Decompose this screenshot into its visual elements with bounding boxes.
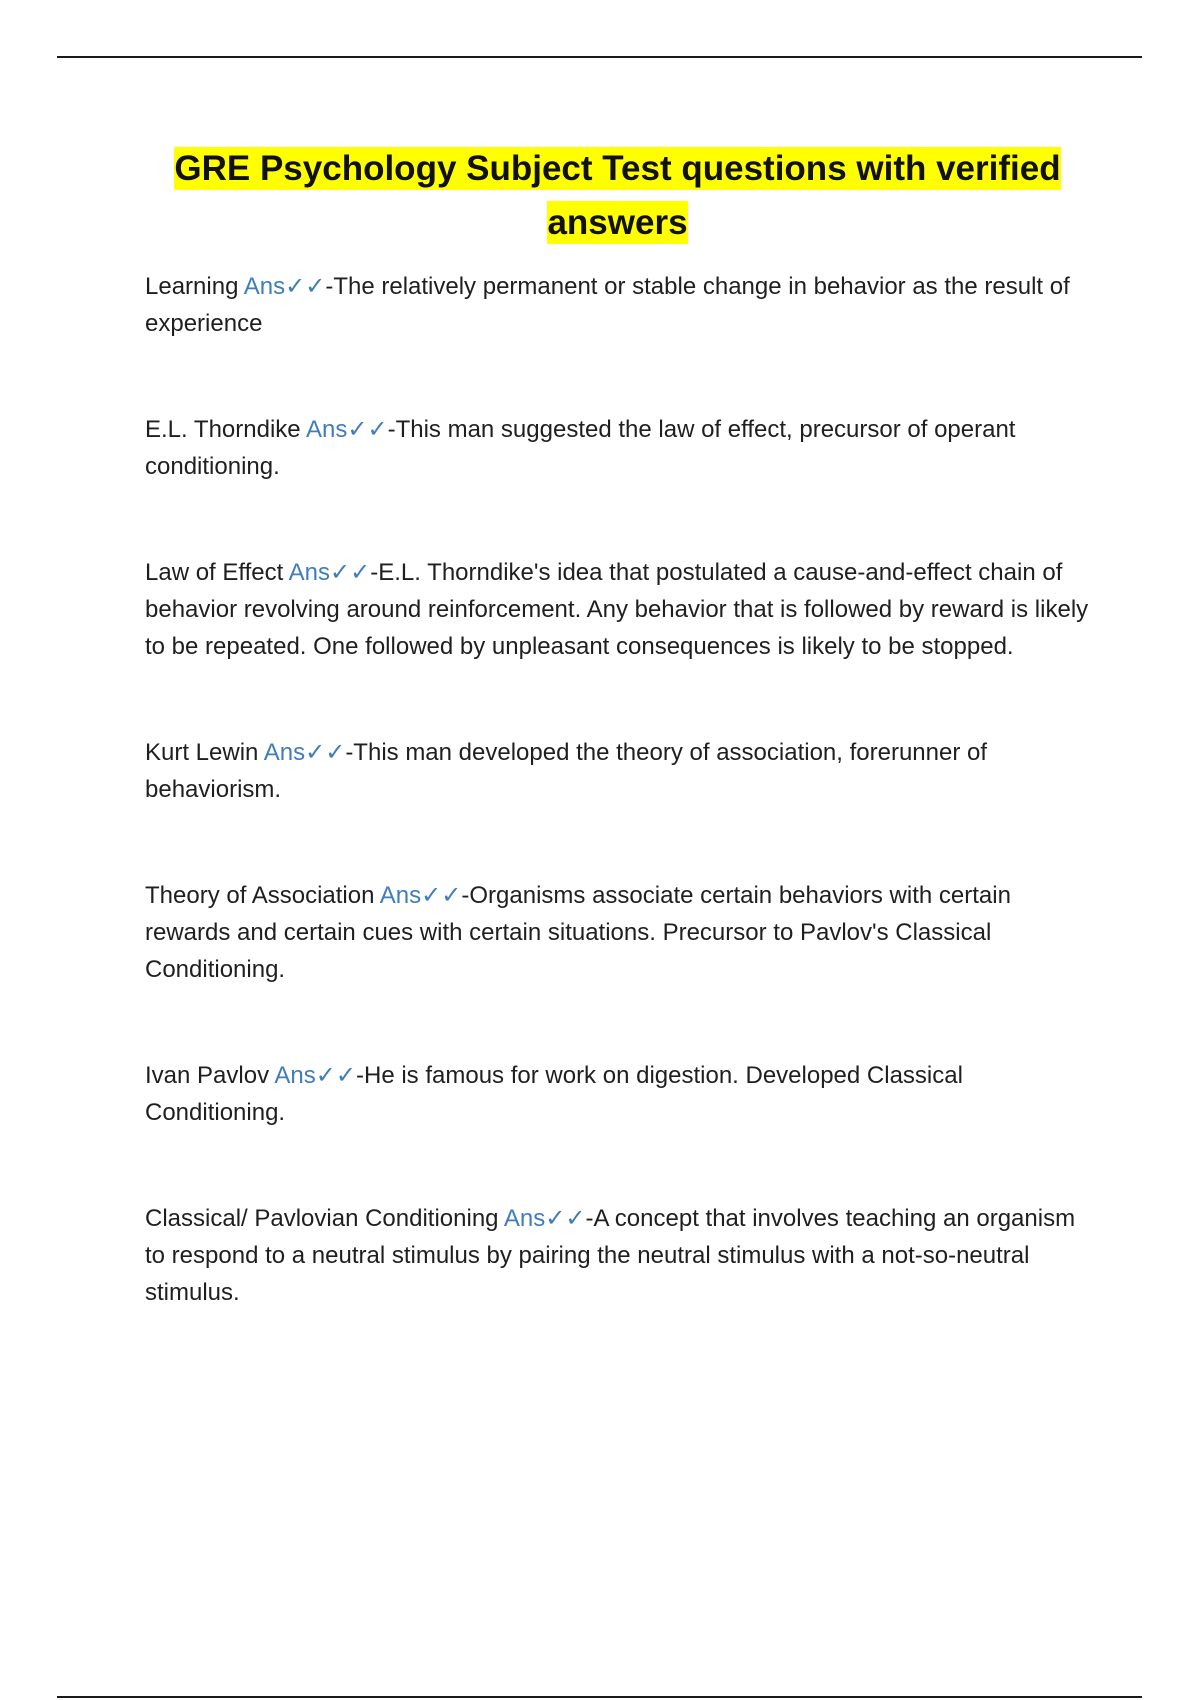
- qa-list: [145, 268, 1095, 1380]
- answer-marker: Ans✓✓: [243, 273, 326, 300]
- entry-definition: -This man suggested the law of effect, precursor of operant conditioning.: [145, 416, 1016, 480]
- entry-term: E.L. Thorndike: [145, 416, 301, 443]
- entry-definition: -Organisms associate certain behaviors with certain rewards and certain cues with certain situations. Precursor to Pavlov's Classical Conditioning.: [145, 882, 1011, 983]
- entry-term: Kurt Lewin: [145, 739, 259, 766]
- answer-marker: Ans✓✓: [379, 882, 462, 909]
- answer-marker: Ans✓✓: [288, 559, 371, 586]
- answer-marker: Ans✓✓: [263, 739, 346, 766]
- answer-marker: Ans✓✓: [503, 1205, 586, 1232]
- qa-entry: [145, 554, 1095, 665]
- answer-marker: Ans✓✓: [274, 1062, 356, 1089]
- entry-definition: -E.L. Thorndike's idea that postulated a cause-and-effect chain of behavior revolving around reinforcement. Any behavior that is followed by reward is likely to be repeated. One followed by unpleasant consequences is likely to be stopped.: [145, 559, 1089, 660]
- header-rule: [57, 56, 1142, 58]
- entry-term: Classical/ Pavlovian Conditioning: [145, 1205, 499, 1232]
- entry-definition: -The relatively permanent or stable change in behavior as the result of experience: [145, 273, 1070, 337]
- qa-entry: [145, 734, 1095, 808]
- entry-term: Theory of Association: [145, 882, 375, 909]
- document-title: [120, 142, 1115, 250]
- qa-entry: [145, 877, 1095, 988]
- qa-entry: [145, 411, 1095, 485]
- title-line-1: GRE Psychology Subject Test questions with verified: [174, 149, 1061, 188]
- qa-entry: [145, 1200, 1095, 1311]
- footer-rule: [57, 1696, 1142, 1698]
- entry-term: Learning: [145, 273, 239, 300]
- qa-entry: [145, 1057, 1095, 1131]
- title-line-2: answers: [547, 203, 688, 242]
- entry-definition: -This man developed the theory of association, forerunner of behaviorism.: [145, 739, 988, 803]
- title-block: [120, 142, 1115, 250]
- entry-term: Law of Effect: [145, 559, 284, 586]
- answer-marker: Ans✓✓: [306, 416, 388, 443]
- qa-entry: [145, 268, 1095, 342]
- entry-definition: -He is famous for work on digestion. Developed Classical Conditioning.: [145, 1062, 963, 1126]
- entry-definition: -A concept that involves teaching an organism to respond to a neutral stimulus by pairing the neutral stimulus with a not-so-neutral stimulus.: [145, 1205, 1076, 1306]
- entry-term: Ivan Pavlov: [145, 1062, 270, 1089]
